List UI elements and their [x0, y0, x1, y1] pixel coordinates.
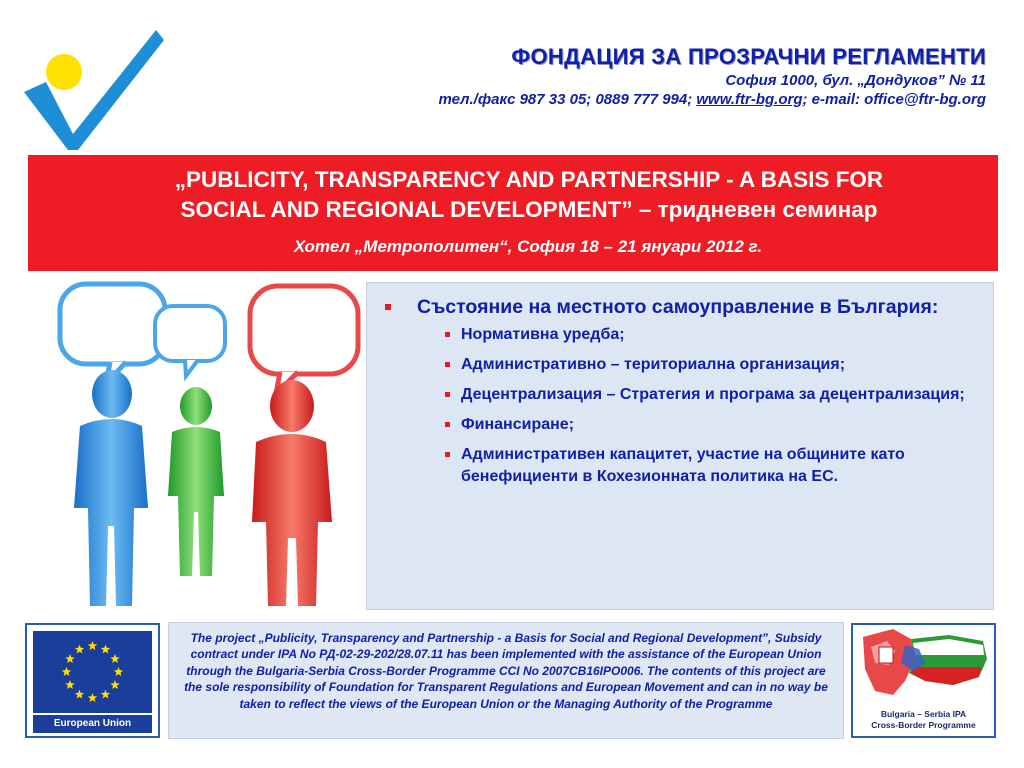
contact-email: ; e-mail: office@ftr-bg.org [802, 91, 986, 108]
eu-star-icon [101, 690, 111, 699]
programme-name [853, 709, 994, 731]
eu-star-icon [110, 654, 120, 663]
agenda-sub-item-text: Административно – териториална организация; [461, 356, 846, 373]
agenda-sub-item [417, 354, 983, 376]
seminar-venue-date: Хотел „Метрополитен“, София 18 – 21 януари 2012 г. [293, 237, 763, 256]
organization-contacts [439, 91, 986, 108]
bulgaria-serbia-map-icon [853, 625, 994, 709]
seminar-banner [28, 155, 998, 271]
programme-name-line-1: Bulgaria – Serbia IPA [880, 709, 967, 719]
square-bullet-icon [445, 332, 450, 337]
seminar-title-line-2: SOCIAL AND REGIONAL DEVELOPMENT” – тридневен семинар [180, 197, 878, 222]
eu-star-icon [75, 644, 85, 653]
agenda-sub-item-text: Финансиране; [461, 416, 575, 433]
eu-star-icon [65, 680, 75, 689]
programme-name-line-2: Cross-Border Programme [871, 720, 976, 730]
people-speech-bubbles-icon [30, 276, 365, 606]
square-bullet-icon [445, 452, 450, 457]
project-disclaimer: The project „Publicity, Transparency and Partnership - a Basis for Social and Regional Development”, Subsidy contract under IPA No РД-02-29-202/28.07.11 has been implemented with the assistance of the European Union through the Bulgaria-Serbia Cross-Border Programme CCI No 2007CB16IPO006. The contents of this project are the sole responsibility of Foundation for Transparent Regulations and European Movement and can in no way be taken to reflect the views of the European Union or the Managing Authority of the Programme [168, 622, 844, 739]
organization-address: София 1000, бул. „Дондуков” № 11 [725, 72, 986, 89]
agenda-main-item-text: Състояние на местното самоуправление в България: [417, 296, 939, 318]
eu-star-icon [114, 667, 124, 676]
agenda-panel [366, 282, 994, 610]
website-link[interactable]: www.ftr-bg.org [696, 91, 803, 108]
agenda-sub-item [417, 384, 983, 406]
agenda-sub-item [417, 444, 983, 488]
eu-star-icon [65, 654, 75, 663]
eu-star-icon [88, 693, 98, 702]
eu-star-icon [88, 641, 98, 650]
agenda-list [383, 295, 983, 496]
foundation-logo-icon [18, 22, 168, 157]
seminar-title-line-1: „PUBLICITY, TRANSPARENCY AND PARTNERSHIP - A BASIS FOR [174, 167, 884, 192]
eu-star-icon [62, 667, 72, 676]
seminar-title [74, 165, 984, 225]
square-bullet-icon [445, 422, 450, 427]
organization-name: ФОНДАЦИЯ ЗА ПРОЗРАЧНИ РЕГЛАМЕНТИ [511, 44, 986, 69]
contact-phone: тел./факс 987 33 05; 0889 777 994; [438, 91, 697, 108]
agenda-sub-list [417, 324, 983, 488]
square-bullet-icon [385, 304, 391, 310]
eu-star-icon [75, 690, 85, 699]
agenda-sub-item-text: Децентрализация – Стратегия и програма за децентрализация; [461, 386, 965, 403]
programme-logo [851, 623, 996, 738]
eu-star-icon [101, 644, 111, 653]
agenda-sub-item [417, 324, 983, 346]
eu-flag-icon [33, 631, 152, 713]
agenda-sub-item-text: Нормативна уредба; [461, 326, 625, 343]
eu-logo [25, 623, 160, 738]
agenda-sub-item [417, 414, 983, 436]
eu-label: European Union [33, 715, 152, 733]
organization-header [439, 44, 986, 108]
eu-star-icon [110, 680, 120, 689]
eu-stars-icon [33, 631, 152, 713]
square-bullet-icon [445, 362, 450, 367]
agenda-main-item [383, 295, 983, 488]
square-bullet-icon [445, 392, 450, 397]
agenda-sub-item-text: Административен капацитет, участие на общините като бенефициенти в Кохезионната политика на ЕС. [461, 446, 905, 485]
